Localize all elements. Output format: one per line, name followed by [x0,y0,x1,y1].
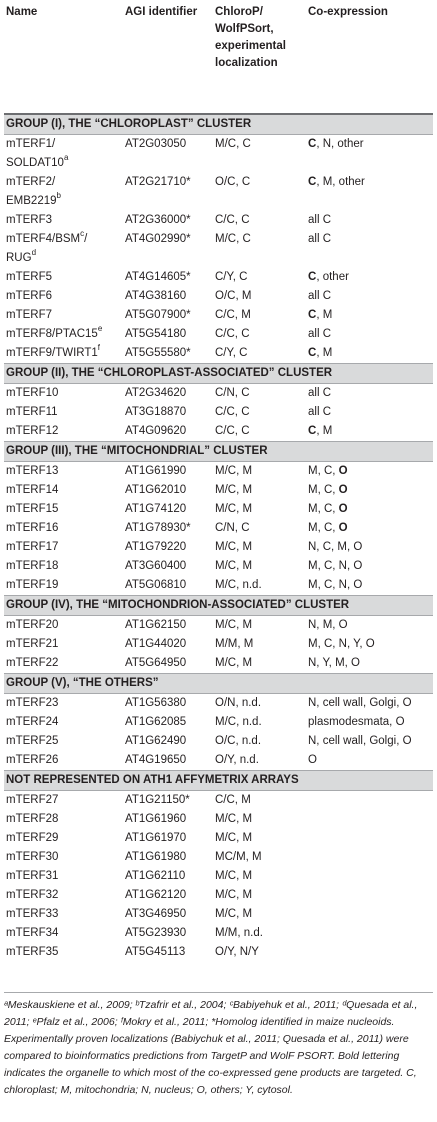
table-row [4,713,433,732]
agi-identifier: AT1G61980 [125,851,187,863]
coexpression [308,694,433,714]
coexpression-text: O [308,754,317,766]
gene-name-alias: SOLDAT10 [6,157,64,169]
group-title: GROUP (III), THE “MITOCHONDRIAL” CLUSTER [4,442,433,462]
localization: M/C, M [215,889,253,901]
localization: O/C, C [215,176,251,188]
localization: C/C, M [215,794,251,806]
coexpression [308,616,433,636]
gene-name: mTERF11 [6,406,58,418]
table-row [4,576,433,596]
coexpression [308,751,433,771]
coexpression [308,848,433,867]
agi-identifier: AT3G18870 [125,406,187,418]
group-header-row [4,114,433,135]
gene-name: mTERF22 [6,657,59,669]
group-title: GROUP (V), “THE OTHERS” [4,674,433,694]
gene-name-cell [4,557,125,576]
table-row [4,135,433,174]
group-header-row [4,674,433,694]
agi-identifier: AT5G45113 [125,946,186,958]
gene-name-cell [4,886,125,905]
gene-name: mTERF26 [6,754,59,766]
gene-name: mTERF7 [6,309,52,321]
agi-identifier: AT4G19650 [125,754,187,766]
gene-name: mTERF10 [6,387,59,399]
gene-name: mTERF9/TWIRT1 [6,347,98,359]
gene-name-cell [4,481,125,500]
table-row [4,867,433,886]
localization: M/C, n.d. [215,579,262,591]
gene-name-cell [4,732,125,751]
coexpression-text: N, cell wall, Golgi, O [308,697,412,709]
localization: O/Y, N/Y [215,946,259,958]
gene-name-cell [4,848,125,867]
table-row [4,751,433,771]
footnote-marker: b [56,191,61,200]
gene-name-cell [4,268,125,287]
coexpression [308,654,433,674]
coexpression [308,384,433,404]
gene-name-alias: RUG [6,252,32,264]
coexpression-bold: O [338,484,348,496]
table-row [4,481,433,500]
gene-name-cell [4,791,125,811]
agi-identifier: AT1G74120 [125,503,187,515]
gene-name-cell [4,306,125,325]
localization: C/C, C [215,328,250,340]
table-row [4,924,433,943]
agi-identifier: AT1G78930* [125,522,191,534]
coexpression [308,422,433,442]
coexpression-bold: C [308,309,317,321]
coexpression [308,635,433,654]
gene-name: mTERF5 [6,271,52,283]
gene-name-cell [4,635,125,654]
gene-name: mTERF27 [6,794,59,806]
gene-name: mTERF13 [6,465,59,477]
table-row [4,173,433,211]
agi-identifier: AT1G62085 [125,716,187,728]
localization: M/C, M [215,541,253,553]
gene-name-cell [4,924,125,943]
footnote-marker: f [97,343,101,352]
gene-name-cell [4,519,125,538]
coexpression-bold: C [308,347,317,359]
gene-name: mTERF14 [6,484,59,496]
coexpression-text: , M [316,425,333,437]
table-body [4,114,433,962]
gene-name: mTERF32 [6,889,59,901]
localization: M/C, M [215,832,253,844]
group-title: GROUP (II), THE “CHLOROPLAST-ASSOCIATED” CLUSTER [4,364,433,384]
gene-name: mTERF4/BSM [6,233,81,245]
gene-name: mTERF28 [6,813,59,825]
coexpression [308,557,433,576]
header-loc-line: WolfPSort, [215,23,274,35]
coexpression-text: all C [308,328,332,340]
group-header-row [4,364,433,384]
gene-name-cell [4,403,125,422]
agi-identifier: AT2G03050 [125,138,187,150]
localization: M/C, M [215,484,253,496]
coexpression [308,135,433,174]
localization: C/C, C [215,214,250,226]
agi-identifier: AT5G23930 [125,927,187,939]
group-title: GROUP (I), THE “CHLOROPLAST” CLUSTER [4,114,433,135]
coexpression-bold: O [338,503,348,515]
coexpression [308,211,433,230]
table-row [4,519,433,538]
coexpression-text: N, Y, M, O [308,657,360,669]
table-footnotes: ᵃMeskauskiene et al., 2009; ᵇTzafrir et al., 2004; ᶜBabiyehuk et al., 2011; ᵈQuesada et al., 2011; ᵉPfalz et al., 2006; ᶠMokry et al., 2011; *Homolog identified in maize nucleoids. Experimentally proven localizations (Babiychuk et al., 2011; Quesada et al., 2011) were compared to bioinformatics predictions from TargetP and WolF PSORT. Bold lettering indicates the organelle to which most of the co-expressed gene products are targeted. C, chloroplast; M, mitochondria; N, nucleus; O, others; Y, cytosol. [4,992,433,1099]
agi-identifier: AT1G62110 [125,870,186,882]
gene-name-cell [4,287,125,306]
agi-identifier: AT5G54180 [125,328,187,340]
gene-name-cell [4,616,125,636]
coexpression [308,829,433,848]
localization: C/C, C [215,425,250,437]
localization: C/Y, C [215,347,248,359]
agi-identifier: AT1G61970 [125,832,187,844]
table-row [4,230,433,268]
gene-name-cell [4,538,125,557]
footnote-marker: d [31,248,37,257]
localization: O/N, n.d. [215,697,262,709]
coexpression [308,867,433,886]
coexpression [308,732,433,751]
coexpression [308,810,433,829]
agi-identifier: AT1G61990 [125,465,187,477]
coexpression [308,403,433,422]
coexpression-bold: C [308,271,317,283]
gene-name-cell [4,576,125,596]
gene-name-tail: / [84,233,88,245]
gene-name-cell [4,694,125,714]
localization: O/C, M [215,290,252,302]
localization: C/N, C [215,387,250,399]
table-header-row [4,0,433,114]
table-row [4,344,433,364]
agi-identifier: AT2G36000* [125,214,191,226]
localization: M/C, n.d. [215,716,262,728]
coexpression-text: all C [308,214,332,226]
gene-name-line2 [6,154,125,173]
gene-name-cell [4,462,125,482]
header-name: Name [6,6,38,18]
localization: M/M, n.d. [215,927,263,939]
coexpression [308,924,433,943]
gene-name-cell [4,173,125,211]
table-row [4,422,433,442]
coexpression-bold: O [338,522,348,534]
coexpression [308,538,433,557]
mterf-table [4,0,433,962]
agi-identifier: AT5G64950 [125,657,187,669]
gene-name: mTERF3 [6,214,52,226]
header-loc-line: ChloroP/ [215,6,263,18]
table-row [4,829,433,848]
gene-name-cell [4,810,125,829]
gene-name-line2 [6,249,125,268]
group-title: GROUP (IV), THE “MITOCHONDRION-ASSOCIATED” CLUSTER [4,596,433,616]
localization: M/C, C [215,233,251,245]
gene-name-cell [4,325,125,344]
coexpression-text: N, M, O [308,619,348,631]
coexpression-text: , M [316,309,333,321]
coexpression-bold: C [308,425,317,437]
coexpression [308,519,433,538]
header-localization [215,0,308,114]
coexpression [308,943,433,962]
coexpression [308,344,433,364]
gene-name: mTERF15 [6,503,59,515]
gene-name-cell [4,384,125,404]
localization: M/C, M [215,870,253,882]
localization: M/C, M [215,657,253,669]
localization: C/Y, C [215,271,248,283]
agi-identifier: AT5G06810 [125,579,187,591]
coexpression [308,713,433,732]
coexpression [308,886,433,905]
gene-name: mTERF31 [6,870,59,882]
table-row [4,462,433,482]
gene-name: mTERF2/ [6,176,56,188]
gene-name-cell [4,751,125,771]
group-header-row [4,771,433,791]
gene-name-cell [4,422,125,442]
gene-name-cell [4,344,125,364]
gene-name-cell [4,905,125,924]
agi-identifier: AT4G14605* [125,271,191,283]
gene-name: mTERF29 [6,832,59,844]
coexpression-text: , other [316,271,349,283]
agi-identifier: AT4G09620 [125,425,187,437]
table-row [4,694,433,714]
gene-name: mTERF33 [6,908,59,920]
localization: C/C, C [215,406,250,418]
gene-name: mTERF19 [6,579,59,591]
agi-identifier: AT1G61960 [125,813,187,825]
table-row [4,905,433,924]
table-row [4,538,433,557]
agi-identifier: AT1G62150 [125,619,187,631]
gene-name: mTERF6 [6,290,52,302]
table-row [4,557,433,576]
coexpression [308,462,433,482]
coexpression-text: all C [308,406,332,418]
gene-name: mTERF1/ [6,138,56,150]
coexpression [308,576,433,596]
coexpression [308,791,433,811]
table-row [4,384,433,404]
table-row [4,211,433,230]
coexpression [308,325,433,344]
agi-identifier: AT2G21710* [125,176,191,188]
group-header-row [4,442,433,462]
header-coexpression: Co-expression [308,6,388,18]
coexpression [308,500,433,519]
gene-name-cell [4,500,125,519]
coexpression-text: , M [316,347,333,359]
table-row [4,791,433,811]
localization: O/Y, n.d. [215,754,259,766]
coexpression-text: M, C, [308,503,339,515]
table-row [4,325,433,344]
localization: O/C, n.d. [215,735,262,747]
agi-identifier: AT5G55580* [125,347,191,359]
gene-name: mTERF35 [6,946,59,958]
table-row [4,500,433,519]
gene-name-line2 [6,192,125,211]
agi-identifier: AT5G07900* [125,309,191,321]
coexpression-bold: C [308,176,317,188]
gene-name-cell [4,829,125,848]
header-loc-line: localization [215,57,278,69]
table-row [4,616,433,636]
coexpression-text: all C [308,290,332,302]
agi-identifier: AT2G34620 [125,387,187,399]
footnote-marker: e [97,324,103,333]
coexpression-text: plasmodesmata, O [308,716,405,728]
localization: M/C, M [215,503,253,515]
coexpression-text: all C [308,233,332,245]
agi-identifier: AT3G60400 [125,560,187,572]
gene-name: mTERF23 [6,697,59,709]
agi-identifier: AT1G62120 [125,889,187,901]
coexpression-text: N, cell wall, Golgi, O [308,735,412,747]
agi-identifier: AT3G46950 [125,908,187,920]
coexpression-text: all C [308,387,332,399]
agi-identifier: AT1G79220 [125,541,187,553]
gene-name-cell [4,713,125,732]
localization: M/M, M [215,638,254,650]
header-loc-line: experimental [215,40,286,52]
gene-name: mTERF20 [6,619,59,631]
gene-name: mTERF12 [6,425,59,437]
coexpression-text: M, C, N, O [308,579,363,591]
gene-name: mTERF8/PTAC15 [6,328,98,340]
gene-name: mTERF17 [6,541,59,553]
coexpression-text: N, C, M, O [308,541,363,553]
gene-name-cell [4,943,125,962]
gene-name: mTERF24 [6,716,59,728]
header-agi: AGI identifier [125,6,198,18]
localization: C/C, M [215,309,251,321]
localization: M/C, M [215,560,253,572]
coexpression-bold: O [338,465,348,477]
table-row [4,848,433,867]
coexpression [308,230,433,268]
coexpression-text: M, C, [308,484,339,496]
agi-identifier: AT1G62490 [125,735,187,747]
gene-name-cell [4,867,125,886]
gene-name-alias: EMB2219 [6,195,57,207]
table-row [4,403,433,422]
table-row [4,810,433,829]
gene-name: mTERF30 [6,851,59,863]
localization: M/C, M [215,813,253,825]
coexpression-text: M, C, N, O [308,560,363,572]
gene-name-cell [4,211,125,230]
table-row [4,654,433,674]
table-row [4,635,433,654]
agi-identifier: AT1G62010 [125,484,187,496]
localization: C/N, C [215,522,250,534]
localization: M/C, M [215,619,253,631]
group-title: NOT REPRESENTED ON ATH1 AFFYMETRIX ARRAYS [4,771,433,791]
agi-identifier: AT1G44020 [125,638,187,650]
gene-name: mTERF21 [6,638,59,650]
coexpression [308,268,433,287]
group-header-row [4,596,433,616]
table-row [4,287,433,306]
coexpression [308,306,433,325]
coexpression-text: M, C, [308,465,339,477]
coexpression [308,287,433,306]
coexpression-text: M, C, [308,522,339,534]
localization: M/C, M [215,465,253,477]
coexpression [308,905,433,924]
table-row [4,732,433,751]
table-row [4,943,433,962]
localization: M/C, C [215,138,251,150]
table-row [4,306,433,325]
coexpression [308,481,433,500]
gene-name-cell [4,135,125,174]
coexpression [308,173,433,211]
table-row [4,268,433,287]
gene-name: mTERF25 [6,735,59,747]
coexpression-text: , N, other [316,138,364,150]
table-row [4,886,433,905]
gene-name-cell [4,654,125,674]
localization: M/C, M [215,908,253,920]
gene-name: mTERF16 [6,522,59,534]
agi-identifier: AT1G56380 [125,697,187,709]
footnote-marker: c [80,229,85,238]
coexpression-text: , M, other [316,176,365,188]
localization: MC/M, M [215,851,262,863]
gene-name: mTERF34 [6,927,59,939]
footnote-marker: a [63,153,69,162]
agi-identifier: AT1G21150* [125,794,190,806]
gene-name: mTERF18 [6,560,59,572]
agi-identifier: AT4G38160 [125,290,187,302]
gene-name-cell [4,230,125,268]
agi-identifier: AT4G02990* [125,233,191,245]
coexpression-bold: C [308,138,317,150]
coexpression-text: M, C, N, Y, O [308,638,375,650]
